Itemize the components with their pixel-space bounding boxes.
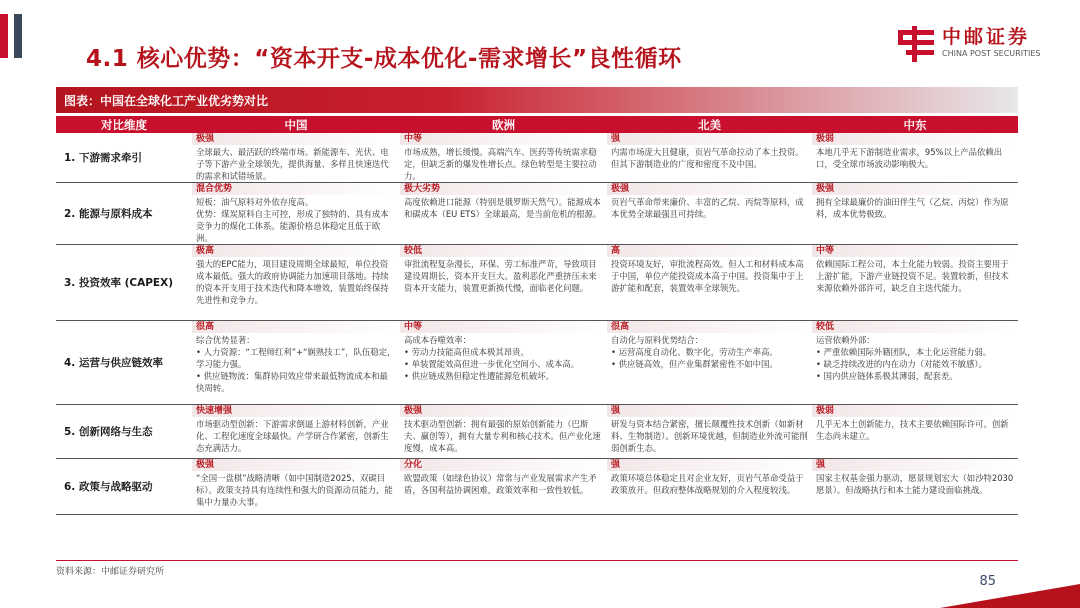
region-cell — [607, 183, 812, 245]
table-row — [56, 459, 1018, 515]
region-cell — [607, 459, 812, 515]
region-cell — [192, 321, 400, 405]
dimension-cell: 4. 运营与供应链效率 — [56, 321, 192, 405]
figure-caption: 图表：中国在全球化工产业优劣势对比 — [64, 94, 269, 108]
cell-description: 运营依赖外部： • 严重依赖国际外籍团队，本土化运营能力弱。 • 缺乏持续改进的内在动力（对能效不敏感）。 • 国内供应链体系极其薄弱，配套差。 — [816, 335, 992, 381]
rating-label: 分化 — [400, 459, 607, 471]
cell-description: 市场驱动型创新：下游需求倒逼上游材料创新，产业化、工程化速度全球最快。产学研合作紧密，创新生态充满活力。 — [196, 419, 389, 453]
rating-label: 中等 — [400, 321, 607, 333]
header-china: 中国 — [192, 116, 400, 133]
rating-label: 中等 — [812, 245, 1018, 257]
rating-label: 强 — [607, 133, 812, 145]
cell-description: 研发与资本结合紧密，擅长颠覆性技术创新（如新材料、生物制造）。创新环境优越，但制造业外流可能削弱创新生态。 — [611, 419, 808, 453]
rating-label: 高 — [607, 245, 812, 257]
table-row — [56, 321, 1018, 405]
figure-caption-bar — [56, 87, 1018, 113]
region-cell — [812, 245, 1018, 321]
page-number: 85 — [979, 574, 996, 589]
rating-label: 很高 — [607, 321, 812, 333]
region-cell — [400, 133, 607, 183]
region-cell — [607, 405, 812, 459]
region-cell — [607, 133, 812, 183]
region-cell — [400, 321, 607, 405]
cell-description: 内需市场庞大且健康，页岩气革命拉动了本土投资。但其下游制造业的广度和密度不及中国。 — [611, 147, 804, 169]
table-row — [56, 133, 1018, 183]
cell-description: 投资环境友好，审批流程高效。但人工和材料成本高于中国，单位产能投资成本高于中国。投资集中于上游扩能和配套，装置效率全球领先。 — [611, 259, 804, 293]
rating-label: 极弱 — [812, 133, 1018, 145]
accent-bar-red — [0, 14, 8, 58]
rating-label: 混合优势 — [192, 183, 400, 195]
rating-label: 强 — [607, 405, 812, 417]
rating-label: 强 — [812, 459, 1018, 471]
table-header-row — [56, 116, 1018, 133]
region-cell — [192, 405, 400, 459]
region-cell — [400, 459, 607, 515]
cell-description: 综合优势显著： • 人力资源：“工程师红利”+“娴熟技工”，队伍稳定，学习能力强。 • 供应链物流：集群协同效应带来最低物流成本和最快周转。 — [196, 335, 396, 393]
rating-label: 极强 — [607, 183, 812, 195]
region-cell — [192, 183, 400, 245]
header-middle-east: 中东 — [812, 116, 1018, 133]
region-cell — [192, 459, 400, 515]
cell-description: 技术驱动型创新：拥有最强的原始创新能力（巴斯夫、赢创等），拥有大量专利和核心技术。但产业化速度慢，成本高。 — [404, 419, 601, 453]
cell-description: 本地几乎无下游制造业需求，95%以上产品依赖出口，受全球市场波动影响极大。 — [816, 147, 1003, 169]
dimension-cell: 2. 能源与原料成本 — [56, 183, 192, 245]
header-europe: 欧洲 — [400, 116, 607, 133]
cell-description: 依赖国际工程公司，本土化能力较弱。投资主要用于上游扩能，下游产业链投资不足。装置较新，但技术来源依赖外部许可，缺乏自主迭代能力。 — [816, 259, 1009, 293]
region-cell — [812, 405, 1018, 459]
region-cell — [192, 245, 400, 321]
cell-description: 欧盟政策（如绿色协议）常常与产业发展需求产生矛盾，各国利益协调困难，政策效率和一致性较低。 — [404, 473, 597, 495]
region-cell — [400, 183, 607, 245]
rating-label: 极强 — [400, 405, 607, 417]
dimension-cell: 5. 创新网络与生态 — [56, 405, 192, 459]
region-cell — [607, 321, 812, 405]
rating-label: 极强 — [812, 183, 1018, 195]
rating-label: 极强 — [192, 459, 400, 471]
table-row — [56, 405, 1018, 459]
rating-label: 中等 — [400, 133, 607, 145]
region-cell — [812, 133, 1018, 183]
rating-label: 极高 — [192, 245, 400, 257]
cell-description: 审批流程复杂漫长，环保、劳工标准严苛，导致项目建设周期长，资本开支巨大。盈利恶化严重挤压未来资本开支能力，装置更新换代慢，面临老化问题。 — [404, 259, 597, 293]
rating-label: 强 — [607, 459, 812, 471]
footer-divider — [56, 560, 1018, 561]
table-body — [56, 133, 1018, 515]
corner-decoration — [940, 584, 1080, 608]
cell-description: 市场成熟，增长缓慢。高端汽车、医药等传统需求稳定，但缺乏新的爆发性增长点。绿色转型是主要拉动力。 — [404, 147, 597, 181]
region-cell — [812, 183, 1018, 245]
table-row — [56, 245, 1018, 321]
cell-description: 全球最大、最活跃的终端市场。新能源车、光伏、电子等下游产业全球领先，提供海量、多样且快速迭代的需求和试错场景。 — [196, 147, 389, 181]
logo-text-en: CHINA POST SECURITIES — [942, 49, 1041, 58]
dimension-cell: 3. 投资效率 (CAPEX) — [56, 245, 192, 321]
header-north-america: 北美 — [607, 116, 812, 133]
cell-description: 拥有全球最廉价的油田伴生气（乙烷、丙烷）作为原料，成本优势极致。 — [816, 197, 1009, 219]
region-cell — [812, 321, 1018, 405]
rating-label: 快速增强 — [192, 405, 400, 417]
china-post-logo-icon — [896, 24, 936, 64]
table-row — [56, 183, 1018, 245]
comparison-table — [56, 116, 1018, 515]
rating-label: 极弱 — [812, 405, 1018, 417]
region-cell — [812, 459, 1018, 515]
region-cell — [400, 405, 607, 459]
cell-description: 强大的EPC能力，项目建设周期全球最短，单位投资成本最低。强大的政府协调能力加速项目落地。持续的资本开支用于技术迭代和降本增效，装置始终保持先进性和竞争力。 — [196, 259, 389, 305]
cell-description: 自动化与原料优势结合： • 运营高度自动化、数字化，劳动生产率高。 • 供应链高效，但产业集群紧密性不如中国。 — [611, 335, 778, 369]
accent-bar-dark — [14, 14, 22, 58]
rating-label: 较低 — [400, 245, 607, 257]
cell-description: 高度依赖进口能源（特别是俄罗斯天然气）。能源成本和碳成本（EU ETS）全球最高，是当前危机的根源。 — [404, 197, 602, 219]
page-title: 4.1 核心优势：“资本开支-成本优化-需求增长”良性循环 — [86, 46, 682, 72]
region-cell — [192, 133, 400, 183]
cell-description: 几乎无本土创新能力，技术主要依赖国际许可。创新生态尚未建立。 — [816, 419, 1009, 441]
region-cell — [400, 245, 607, 321]
cell-description: 政策环境总体稳定且对企业友好，页岩气革命受益于政策放开。但政府整体战略规划的介入程度较浅。 — [611, 473, 804, 495]
cell-description: 高成本吞噬效率： • 劳动力技能高但成本极其昂贵。 • 单装置能效高但进一步优化空间小、成本高。 • 供应链成熟但稳定性遭能源危机破坏。 — [404, 335, 580, 381]
rating-label: 很高 — [192, 321, 400, 333]
cell-description: 短板：油气原料对外依存度高。 优势：煤炭原料自主可控，形成了独特的、具有成本竞争力的煤化工体系。能源价格总体稳定且低于欧洲。 — [196, 197, 389, 243]
dimension-cell: 1. 下游需求牵引 — [56, 133, 192, 183]
dimension-cell: 6. 政策与战略驱动 — [56, 459, 192, 515]
logo-text-cn: 中邮证券 — [942, 26, 1031, 48]
rating-label: 较低 — [812, 321, 1018, 333]
cell-description: 页岩气革命带来廉价、丰富的乙烷、丙烷等原料，成本优势全球最强且可持续。 — [611, 197, 804, 219]
rating-label: 极强 — [192, 133, 400, 145]
cell-description: 国家主权基金强力驱动，愿景规划宏大（如沙特2030愿景）。但战略执行和本土能力建设面临挑战。 — [816, 473, 1014, 495]
region-cell — [607, 245, 812, 321]
company-logo — [896, 22, 1066, 66]
rating-label: 极大劣势 — [400, 183, 607, 195]
cell-description: “全国一盘棋”战略清晰（如中国制造2025、双碳目标）。政策支持具有连续性和强大的资源动员能力，能集中力量办大事。 — [196, 473, 393, 507]
source-note: 资料来源：中邮证券研究所 — [56, 567, 165, 577]
header-dimension: 对比维度 — [56, 116, 192, 133]
